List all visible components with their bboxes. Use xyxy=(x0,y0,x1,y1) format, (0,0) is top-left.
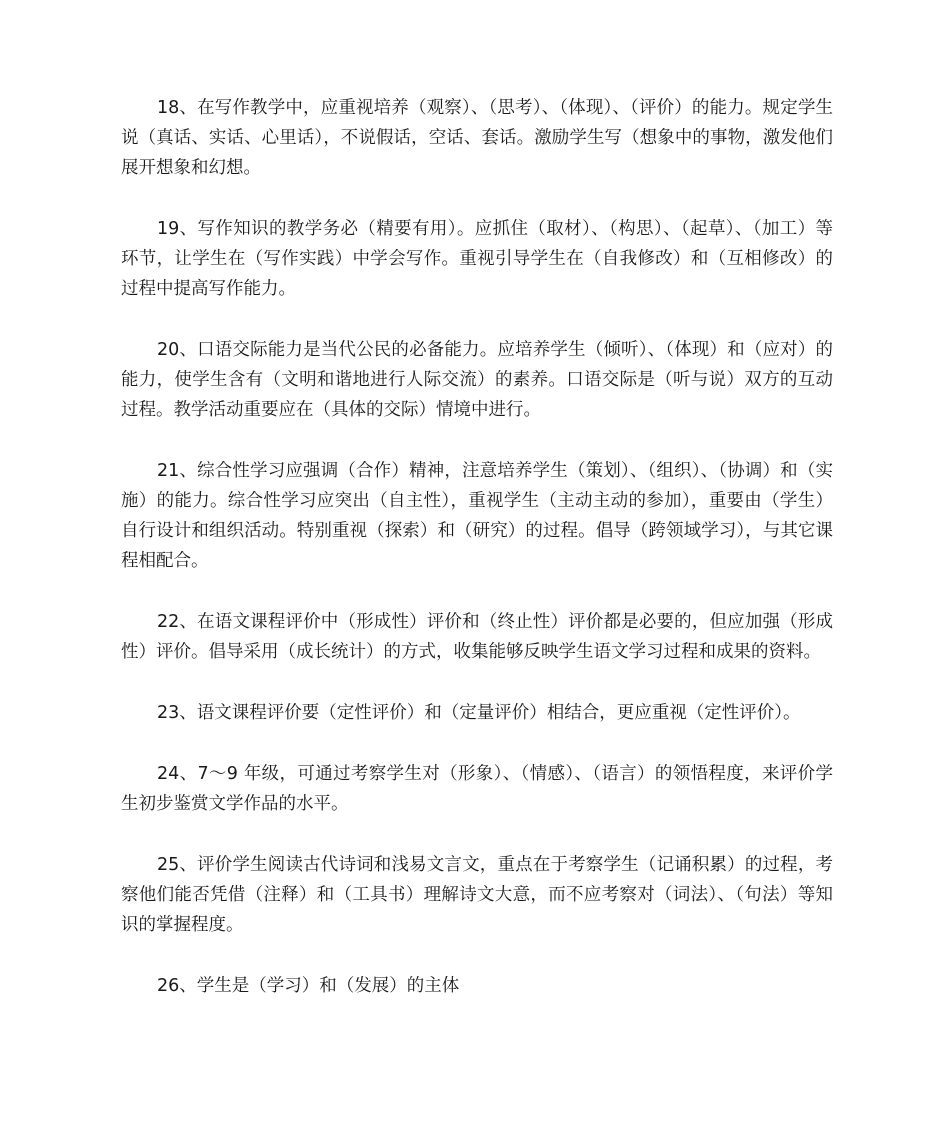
paragraph-18: 18、在写作教学中，应重视培养（观察）、（思考）、（体现）、（评价）的能力。规定学生说（真话、实话、心里话），不说假话，空话、套话。激励学生写（想象中的事物，激发他们展开想象和幻想。 xyxy=(121,98,833,178)
paragraph-21: 21、综合性学习应强调（合作）精神，注意培养学生（策划）、（组织）、（协调）和（实施）的能力。综合性学习应突出（自主性），重视学生（主动主动的参加），重要由（学生）自行设计和组织活动。特别重视（探索）和（研究）的过程。倡导（跨领域学习），与其它课程相配合。 xyxy=(121,461,833,571)
paragraph-22: 22、在语文课程评价中（形成性）评价和（终止性）评价都是必要的，但应加强（形成性）评价。倡导采用（成长统计）的方式，收集能够反映学生语文学习过程和成果的资料。 xyxy=(121,612,833,662)
paragraph-25: 25、评价学生阅读古代诗词和浅易文言文，重点在于考察学生（记诵积累）的过程，考察他们能否凭借（注释）和（工具书）理解诗文大意，而不应考察对（词法）、（句法）等知识的掌握程度。 xyxy=(121,855,833,935)
paragraph-20: 20、口语交际能力是当代公民的必备能力。应培养学生（倾听）、（体现）和（应对）的能力，使学生含有（文明和谐地进行人际交流）的素养。口语交际是（听与说）双方的互动过程。教学活动重要应在（具体的交际）情境中进行。 xyxy=(121,340,833,420)
paragraph-24: 24、7～9 年级，可通过考察学生对（形象）、（情感）、（语言）的领悟程度，来评价学生初步鉴赏文学作品的水平。 xyxy=(121,764,833,814)
paragraph-19: 19、写作知识的教学务必（精要有用）。应抓住（取材）、（构思）、（起草）、（加工）等环节，让学生在（写作实践）中学会写作。重视引导学生在（自我修改）和（互相修改）的过程中提高写作能力。 xyxy=(121,219,833,299)
document-body xyxy=(121,93,833,1001)
paragraph-26: 26、学生是（学习）和（发展）的主体 xyxy=(157,976,460,996)
paragraph-23: 23、语文课程评价要（定性评价）和（定量评价）相结合，更应重视（定性评价）。 xyxy=(157,703,801,723)
